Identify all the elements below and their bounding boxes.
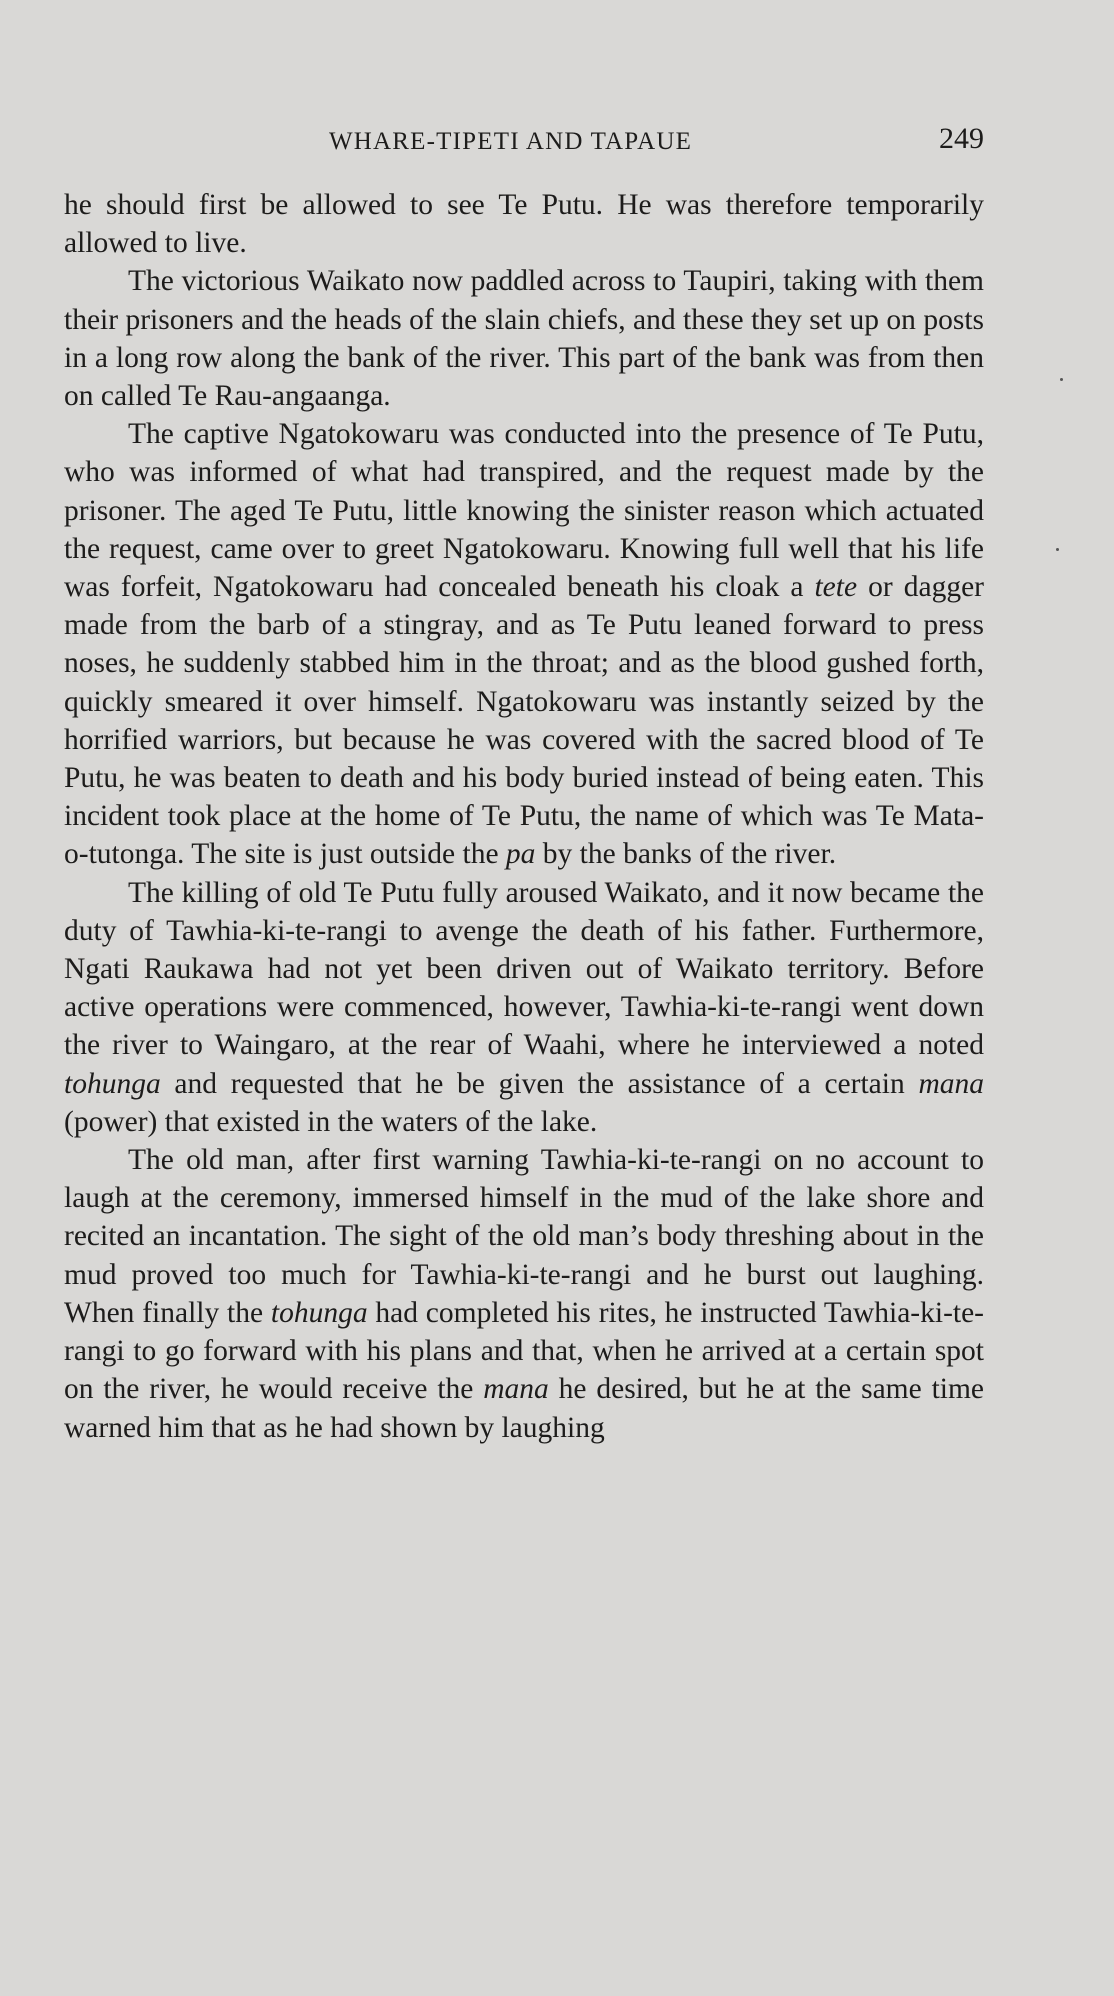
text-run: he desired, but he at the same time warned him that as he had shown by laughing xyxy=(64,1373,984,1444)
text-run: The victorious Waikato now paddled across to Taupiri, taking with them their prisoners and the heads of the slain chiefs, and these they set up on posts in a long row along the bank of the river. This part of the bank was from then on called Te Rau-angaanga. xyxy=(64,265,984,413)
paper-speck xyxy=(1056,548,1059,551)
text-run: or dagger made from the barb of a stingray, and as Te Putu leaned forward to press noses, he suddenly stabbed him in the throat; and as the blood gushed forth, quickly smeared it over himself. Ngatokowaru was instantly seized by the horrified warriors, but because he was covered with the sacred blood of Te Putu, he was beaten to death and his body buried instead of being eaten. This incident took place at the home of Te Putu, the name of which was Te Mata-o-tutonga. The site is just outside the xyxy=(64,571,984,871)
body-text xyxy=(64,186,984,1447)
paragraph xyxy=(64,415,984,873)
paragraph xyxy=(64,874,984,1141)
italic-term: tohunga xyxy=(270,1296,368,1329)
paragraph xyxy=(64,1141,984,1447)
italic-term: tete xyxy=(814,571,858,604)
text-run: by the banks of the river. xyxy=(535,838,837,871)
italic-term: pa xyxy=(505,838,536,871)
text-run: and requested that he be given the assistance of a certain xyxy=(160,1067,919,1100)
italic-term: mana xyxy=(483,1373,549,1406)
italic-term: tohunga xyxy=(64,1067,161,1100)
paper-speck xyxy=(1060,378,1063,381)
paragraph xyxy=(64,186,984,262)
italic-term: mana xyxy=(918,1067,984,1100)
paragraph xyxy=(64,262,984,415)
text-run: The old man, after first warning Tawhia-ki-te-rangi on no account to laugh at the ceremony, immersed himself in the mud of the lake shore and recited an incantation. The sight of the old man’s body threshing about in the mud proved too much for Tawhia-ki-te-rangi and he burst out laughing. When finally the xyxy=(64,1144,984,1329)
text-run: he should first be allowed to see Te Putu. He was therefore temporarily allowed to live. xyxy=(64,189,984,260)
text-run: The killing of old Te Putu fully aroused Waikato, and it now became the duty of Tawhia-ki-te-rangi to avenge the death of his father. Furthermore, Ngati Raukawa had not yet been driven out of Waikato territory. Before active operations were commenced, however, Tawhia-ki-te-rangi went down the river to Waingaro, at the rear of Waahi, where he interviewed a noted xyxy=(64,876,984,1062)
text-run: The captive Ngatokowaru was conducted into the presence of Te Putu, who was informed of what had transpired, and the request made by the prisoner. The aged Te Putu, little knowing the sinister reason which actuated the request, came over to greet Ngatokowaru. Knowing full well that his life was forfeit, Ngatokowaru had concealed beneath his cloak a xyxy=(64,418,984,604)
page-number: 249 xyxy=(939,122,984,155)
text-run: (power) that existed in the waters of the lake. xyxy=(64,1105,598,1138)
running-header xyxy=(64,120,984,168)
running-title: WHARE-TIPETI AND TAPAUE xyxy=(329,128,693,155)
text-run: had completed his rites, he instructed Tawhia-ki-te-rangi to go forward with his plans and that, when he arrived at a certain spot on the river, he would receive the xyxy=(64,1296,985,1406)
